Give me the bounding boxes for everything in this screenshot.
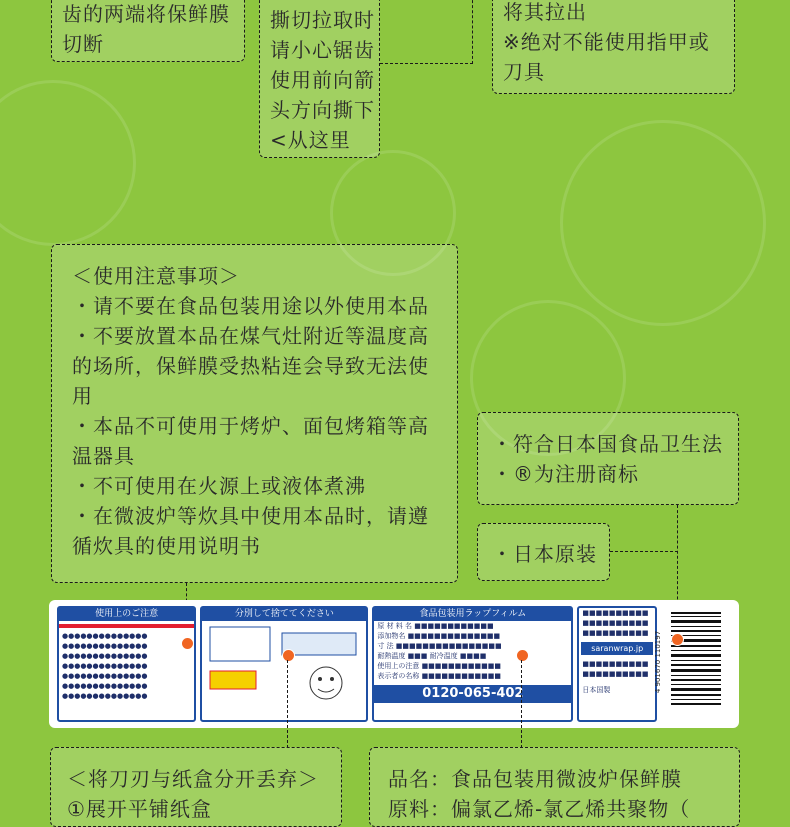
label-fine-print: ●●●●●●●●●●●●●● — [62, 682, 148, 690]
label-panel-title: 使用上のご注意 — [59, 608, 194, 621]
top-right-callout — [492, 0, 735, 94]
label-fine-print: 添加物名 ■■■■■■■■■■■■■■ — [377, 632, 501, 640]
label-panel-title: 食品包装用ラップフィルム — [374, 608, 571, 621]
label-fine-print: ●●●●●●●●●●●●●● — [62, 692, 148, 700]
label-fine-print: 使用上の注意 ■■■■■■■■■■■■ — [377, 662, 501, 670]
label-panel-info — [372, 606, 573, 722]
label-fine-print: 表示者の名称 ■■■■■■■■■■■■ — [377, 672, 501, 680]
label-panel-caution — [57, 606, 196, 722]
label-panel-brand — [577, 606, 657, 722]
label-fine-print: ■■■■■■■■■■ — [582, 619, 649, 627]
connector-line — [610, 551, 678, 552]
label-panel-title: 分別して捨ててください — [202, 608, 366, 621]
origin-callout — [477, 523, 610, 581]
label-panel-disposal — [200, 606, 368, 722]
disposal-illustration — [202, 621, 366, 713]
marker-dot — [671, 633, 684, 646]
callout-line: 切断 — [62, 32, 104, 56]
callout-line: 撕切拉取时 — [270, 8, 375, 32]
usage-note-item: ・本品不可使用于烤炉、面包烤箱等高温器具 — [72, 414, 429, 468]
label-fine-print: ●●●●●●●●●●●●●● — [62, 632, 148, 640]
callout-line: 齿的两端将保鲜膜 — [62, 2, 230, 26]
connector-line — [380, 63, 473, 64]
barcode-number: 4 901670 110197 — [654, 630, 663, 694]
top-middle-callout — [259, 0, 380, 158]
callout-line: 头方向撕下 — [270, 98, 375, 122]
hygiene-callout — [477, 412, 739, 505]
label-fine-print: ●●●●●●●●●●●●●● — [62, 672, 148, 680]
usage-notes-callout — [51, 244, 458, 583]
callout-line: 使用前向箭 — [270, 68, 375, 92]
callout-line: ＜将刀刃与纸盒分开丢弃＞ — [67, 767, 319, 791]
label-fine-print: ■■■■■■■■■■ — [582, 670, 649, 678]
label-telephone: 0120-065-402 — [374, 685, 571, 703]
connector-line — [521, 660, 522, 748]
label-fine-print: ●●●●●●●●●●●●●● — [62, 642, 148, 650]
background-decoration — [0, 80, 136, 246]
background-decoration — [560, 120, 766, 326]
label-fine-print: 寸 法 ■■■■■■■■■■■■■■■■ — [377, 642, 502, 650]
label-fine-print: 原 材 料 名 ■■■■■■■■■■■■ — [377, 622, 494, 630]
callout-line: 请小心锯齿 — [270, 38, 375, 62]
label-fine-print: ■■■■■■■■■■ — [582, 609, 649, 617]
label-fine-print: ●●●●●●●●●●●●●● — [62, 662, 148, 670]
callout-line: ※绝对不能使用指甲或 — [503, 30, 710, 54]
callout-line: 刀具 — [503, 60, 545, 84]
label-website: saranwrap.jp — [581, 642, 653, 655]
marker-dot — [282, 649, 295, 662]
usage-note-item: ・在微波炉等炊具中使用本品时，请遵循炊具的使用说明书 — [72, 504, 429, 558]
marker-dot — [181, 637, 194, 650]
label-red-stripe — [59, 624, 194, 628]
callout-line: 原料：偏氯乙烯-氯乙烯共聚物（ — [388, 797, 691, 821]
marker-dot — [516, 649, 529, 662]
label-made-in: 日本国製 — [582, 686, 611, 694]
connector-line — [287, 660, 288, 748]
callout-line: 将其拉出 — [503, 0, 587, 24]
usage-note-item: ・不可使用在火源上或液体煮沸 — [72, 474, 366, 498]
callout-line: 品名：食品包装用微波炉保鲜膜 — [388, 767, 682, 791]
label-fine-print: ●●●●●●●●●●●●●● — [62, 652, 148, 660]
top-left-callout — [51, 0, 245, 62]
callout-line: ・符合日本国食品卫生法 — [492, 432, 723, 456]
callout-line: ・®为注册商标 — [492, 462, 639, 486]
label-fine-print: ■■■■■■■■■■ — [582, 629, 649, 637]
barcode-icon — [663, 608, 729, 720]
usage-note-item: ・请不要在食品包装用途以外使用本品 — [72, 294, 429, 318]
callout-line: ①展开平铺纸盒 — [67, 797, 212, 821]
label-panel-barcode — [654, 606, 731, 722]
product-label-image — [49, 600, 739, 728]
usage-note-item: ・不要放置本品在煤气灶附近等温度高的场所，保鲜膜受热粘连会导致无法使用 — [72, 324, 429, 408]
origin-text: ・日本原装 — [492, 542, 597, 566]
bottom-left-callout — [50, 747, 342, 827]
label-fine-print: 耐熱温度 ■■■ 耐冷温度 ■■■■ — [377, 652, 487, 660]
connector-line — [472, 0, 473, 64]
bottom-right-callout — [369, 747, 740, 827]
label-fine-print: ■■■■■■■■■■ — [582, 660, 649, 668]
callout-line: <从这里 — [270, 128, 351, 152]
usage-notes-title: ＜使用注意事项＞ — [72, 264, 240, 288]
